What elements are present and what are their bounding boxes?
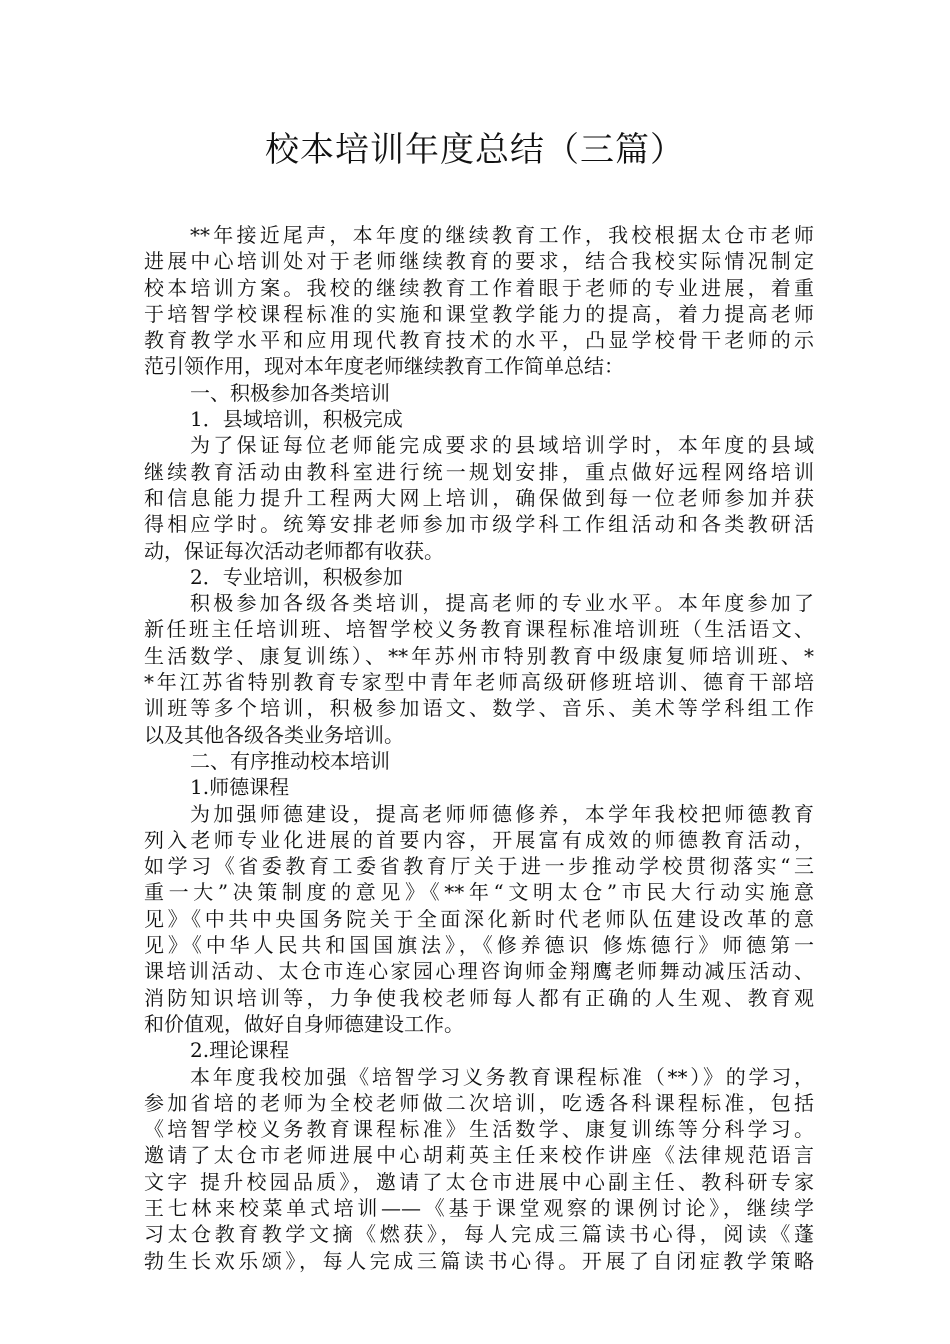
body-line: 参加省培的老师为全校老师做二次培训，吃透各科课程标准，包括 bbox=[144, 1090, 814, 1115]
body-line: 新任班主任培训班、培智学校义务教育课程标准培训班（生活语文、 bbox=[144, 617, 814, 642]
body-line: 1．县域培训，积极完成 bbox=[190, 407, 403, 432]
body-line: 得相应学时。统筹安排老师参加市级学科工作组活动和各类教研活 bbox=[144, 512, 814, 537]
body-line: 重一大”决策制度的意见》《**年“文明太仓”市民大行动实施意 bbox=[144, 880, 814, 905]
document-title: 校本培训年度总结（三篇） bbox=[265, 130, 685, 170]
body-line: 和价值观，做好自身师德建设工作。 bbox=[144, 1011, 464, 1036]
body-line: 和信息能力提升工程两大网上培训，确保做到每一位老师参加并获 bbox=[144, 485, 814, 510]
body-line: 校本培训方案。我校的继续教育工作着眼于老师的专业进展，着重 bbox=[144, 275, 814, 300]
body-line: 二、有序推动校本培训 bbox=[190, 748, 390, 773]
body-line: **年接近尾声，本年度的继续教育工作，我校根据太仓市老师 bbox=[190, 223, 814, 247]
body-line: 2．专业培训，积极参加 bbox=[190, 564, 403, 589]
body-line: 一、积极参加各类培训 bbox=[190, 380, 390, 405]
body-line: 见》《中共中央国务院关于全面深化新时代老师队伍建设改革的意 bbox=[144, 906, 814, 931]
body-line: *年江苏省特别教育专家型中青年老师高级研修班培训、德育干部培 bbox=[144, 670, 814, 695]
body-line: 文字 提升校园品质》，邀请了太仓市进展中心副主任、教科研专家 bbox=[144, 1169, 814, 1194]
body-line: 习太仓教育教学文摘《燃获》，每人完成三篇读书心得，阅读《蓬 bbox=[144, 1222, 814, 1247]
body-line: 课培训活动、太仓市连心家园心理咨询师金翔鹰老师舞动减压活动、 bbox=[144, 959, 814, 984]
body-line: 训班等多个培训，积极参加语文、数学、音乐、美术等学科组工作 bbox=[144, 696, 814, 721]
body-line: 勃生长欢乐颂》，每人完成三篇读书心得。开展了自闭症教学策略 bbox=[144, 1248, 814, 1273]
body-line: 王七林来校菜单式培训——《基于课堂观察的课例讨论》，继续学 bbox=[144, 1195, 814, 1220]
body-line: 列入老师专业化进展的首要内容，开展富有成效的师德教育活动， bbox=[144, 827, 814, 852]
body-line: 以及其他各级各类业务培训。 bbox=[144, 722, 404, 747]
body-line: 进展中心培训处对于老师继续教育的要求，结合我校实际情况制定 bbox=[144, 249, 814, 274]
body-line: 如学习《省委教育工委省教育厅关于进一步推动学校贯彻落实“三 bbox=[144, 854, 814, 879]
body-line: 积极参加各级各类培训，提高老师的专业水平。本年度参加了 bbox=[190, 591, 814, 616]
body-line: 本年度我校加强《培智学习义务教育课程标准（**）》的学习， bbox=[190, 1064, 814, 1089]
body-line: 教育教学水平和应用现代教育技术的水平，凸显学校骨干老师的示 bbox=[144, 328, 814, 353]
body-line: 于培智学校课程标准的实施和课堂教学能力的提高，着力提高老师 bbox=[144, 301, 814, 326]
body-line: 继续教育活动由教科室进行统一规划安排，重点做好远程网络培训 bbox=[144, 459, 814, 484]
body-line: 为加强师德建设，提高老师师德修养，本学年我校把师德教育 bbox=[190, 801, 814, 826]
body-line: 消防知识培训等，力争使我校老师每人都有正确的人生观、教育观 bbox=[144, 985, 814, 1010]
body-line: 2.理论课程 bbox=[190, 1038, 290, 1063]
body-line: 动，保证每次活动老师都有收获。 bbox=[144, 538, 444, 563]
document-body bbox=[144, 222, 814, 1274]
body-line: 生活数学、康复训练）、**年苏州市特别教育中级康复师培训班、* bbox=[144, 643, 814, 668]
body-line: 《培智学校义务教育课程标准》生活数学、康复训练等分科学习。 bbox=[144, 1117, 814, 1142]
body-line: 邀请了太仓市老师进展中心胡莉英主任来校作讲座《法律规范语言 bbox=[144, 1143, 814, 1168]
body-line: 1.师德课程 bbox=[190, 775, 290, 800]
body-line: 见》《中华人民共和国国旗法》，《修养德识 修炼德行》师德第一 bbox=[144, 933, 814, 958]
body-line: 范引领作用，现对本年度老师继续教育工作简单总结： bbox=[144, 354, 624, 379]
body-line: 为了保证每位老师能完成要求的县域培训学时，本年度的县域 bbox=[190, 433, 814, 458]
